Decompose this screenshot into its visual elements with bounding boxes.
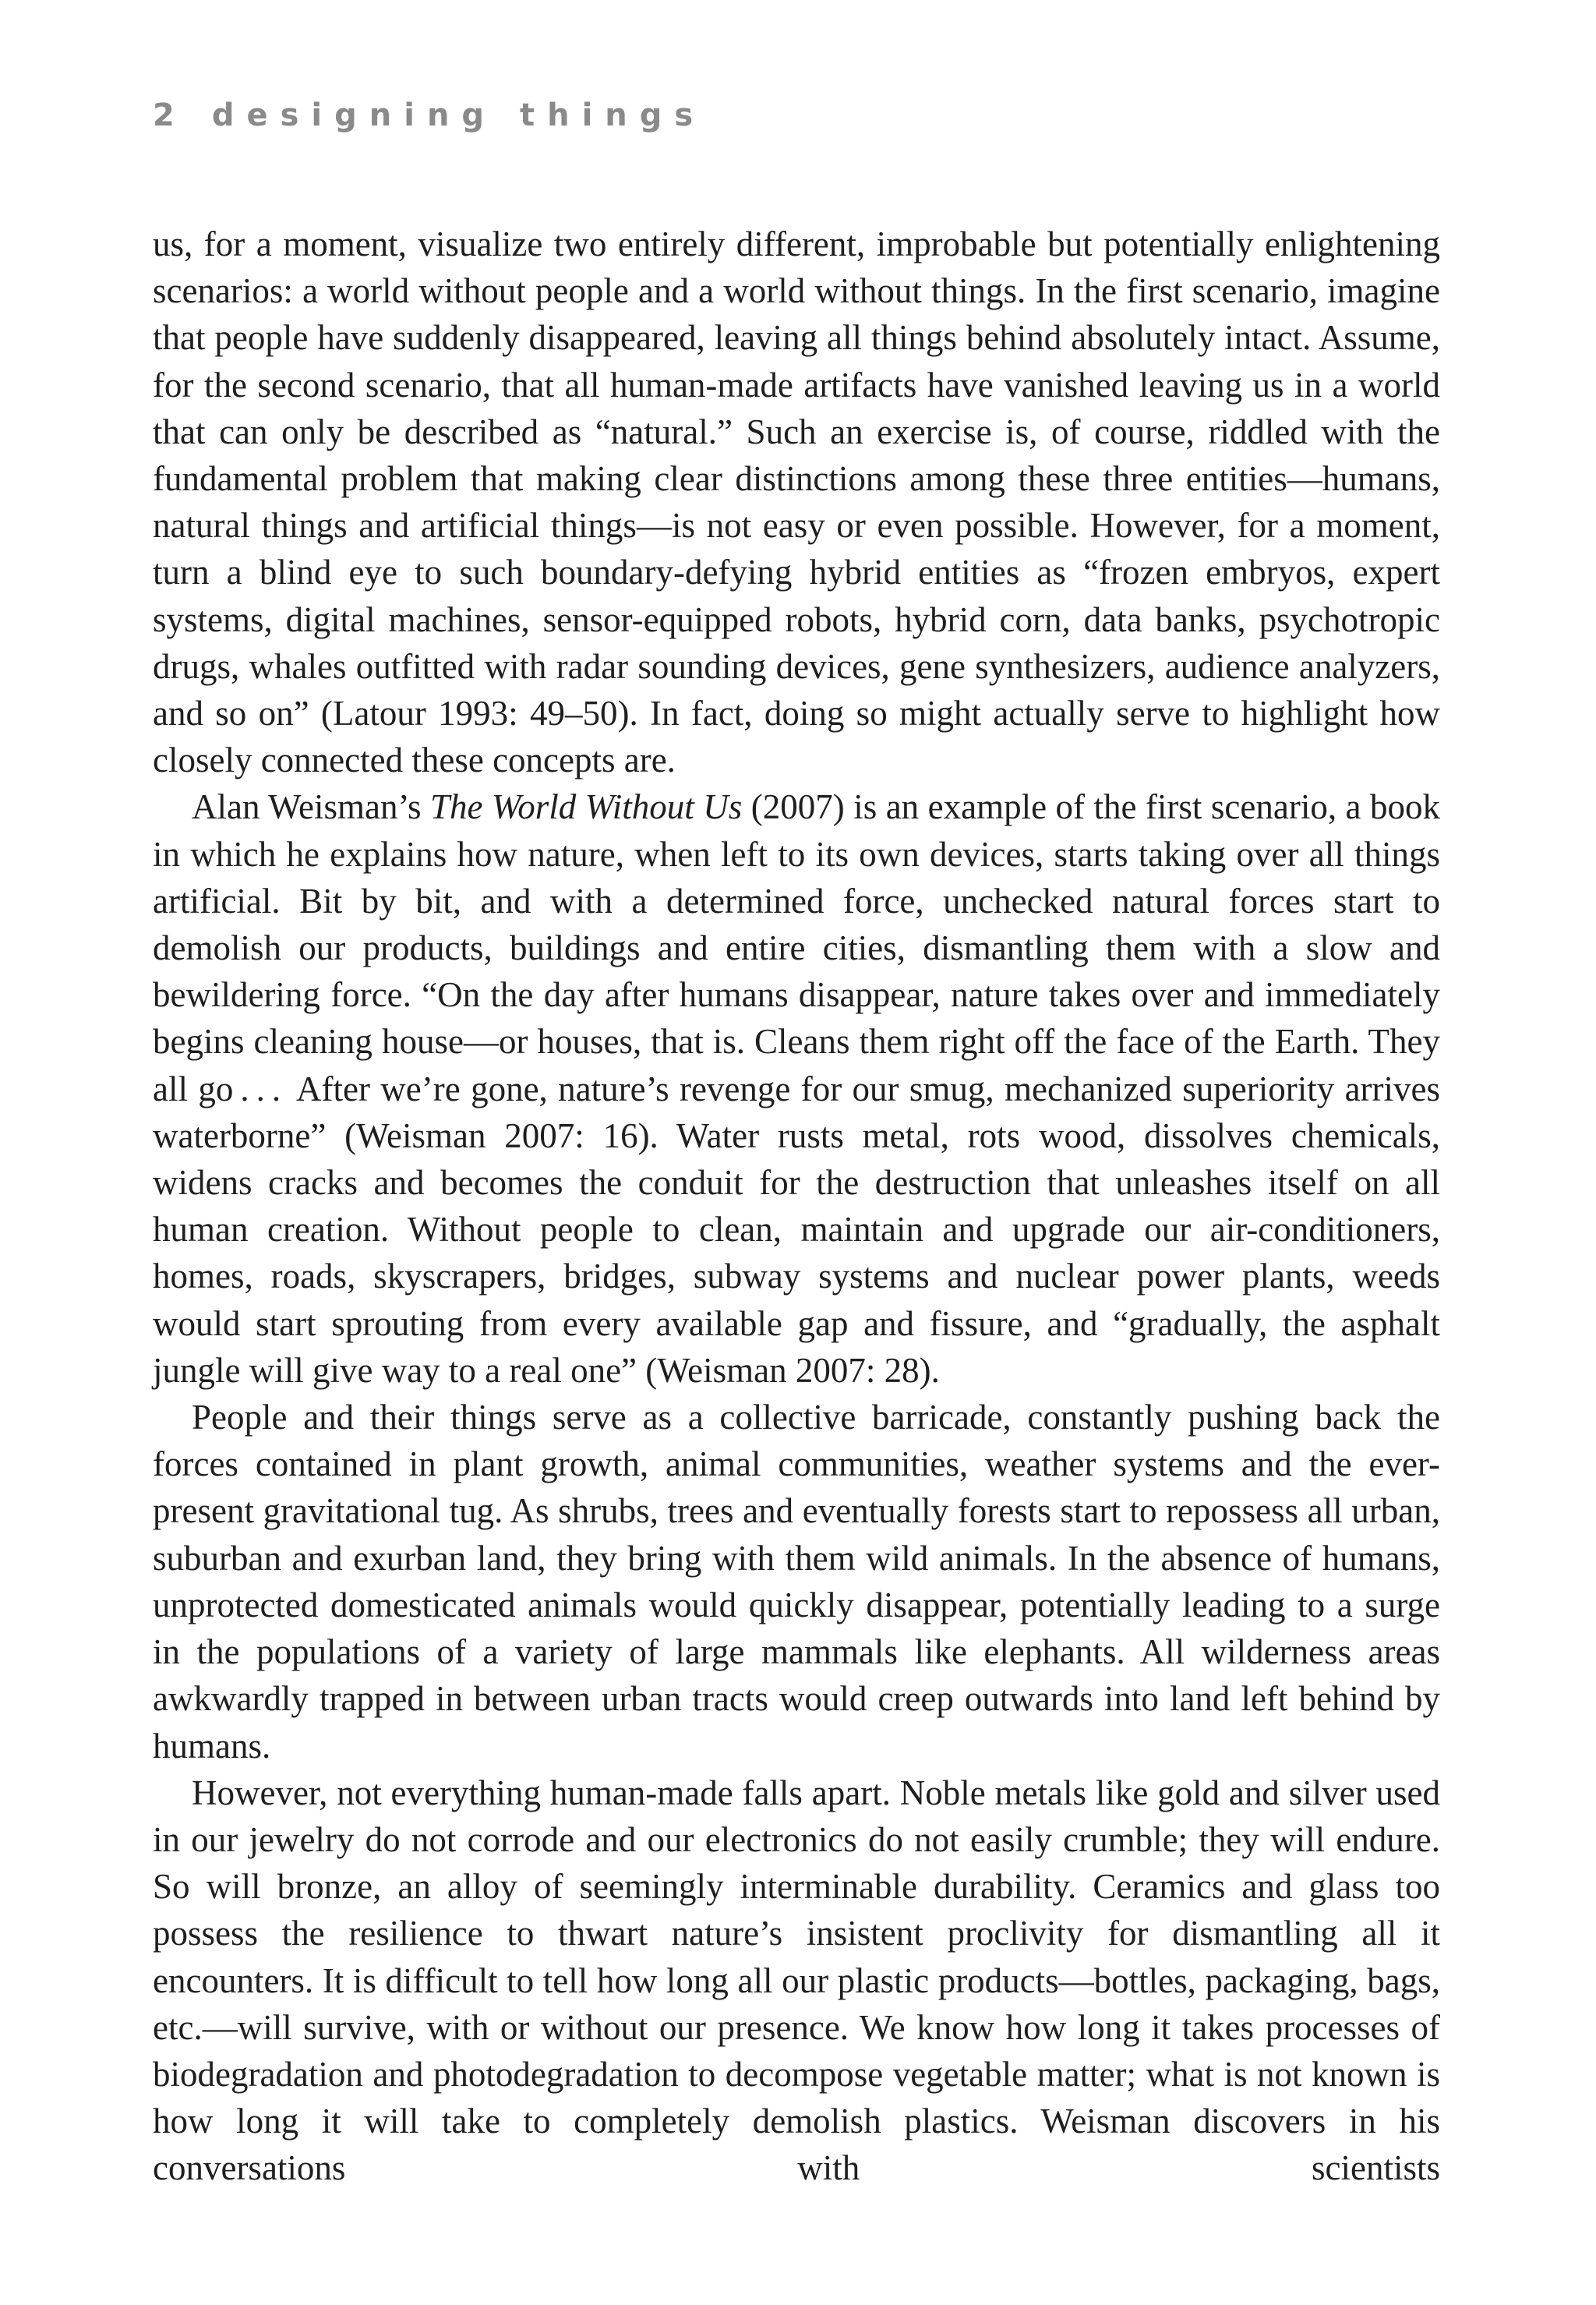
paragraph-2-text-lead: Alan Weisman’s: [192, 787, 430, 827]
paragraph-1: [153, 221, 1440, 783]
running-head: [153, 92, 705, 139]
body-text: [153, 221, 1440, 2192]
paragraph-2: [153, 783, 1440, 1394]
page-number: 2: [153, 97, 175, 133]
paragraph-4: [153, 1769, 1440, 2192]
paragraph-3-text: People and their things serve as a collective barricade, constantly pushing back the forces contained in plant growth, animal communities, weather systems and the ever-present gravitational tug. As shrubs, trees and eventually forests start to repossess all urban, suburban and exurban land, they bring with them wild animals. In the absence of humans, unprotected domesticated animals would quickly disappear, potentially leading to a surge in the populations of a variety of large mammals like elephants. All wilderness areas awkwardly trapped in between urban tracts would creep outwards into land left behind by humans.: [153, 1398, 1440, 1766]
paragraph-3: [153, 1394, 1440, 1769]
running-title: designing things: [211, 97, 706, 133]
book-title-italic: The World Without Us: [429, 787, 743, 827]
paragraph-2-text: (2007) is an example of the first scenario, a book in which he explains how nature, when left to its own devices, starts taking over all things artificial. Bit by bit, and with a determined force, unchecked natural forces start to demolish our products, buildings and entire cities, dismantling them with a slow and bewildering force. “On the day after humans disappear, nature takes over and immediately begins cleaning house—or houses, that is. Cleans them right off the face of the Earth. They all go . . . After we’re gone, nature’s revenge for our smug, mechanized superiority arrives waterborne” (Weisman 2007: 16). Water rusts metal, rots wood, dissolves chemicals, widens cracks and becomes the conduit for the destruction that unleashes itself on all human creation. Without people to clean, maintain and upgrade our air-conditioners, homes, roads, skyscrapers, bridges, subway systems and nuclear power plants, weeds would start sprouting from every available gap and fissure, and “gradually, the asphalt jungle will give way to a real one” (Weisman 2007: 28).: [153, 787, 1440, 1390]
paragraph-4-text: However, not everything human-made falls apart. Noble metals like gold and silver used in our jewelry do not corrode and our electronics do not easily crumble; they will endure. So will bronze, an alloy of seemingly interminable durability. Ceramics and glass too possess the resilience to thwart nature’s insistent proclivity for dismantling all it encounters. It is difficult to tell how long all our plastic products—bottles, packaging, bags, etc.—will survive, with or without our presence. We know how long it takes processes of biodegradation and photodegradation to decompose vegetable matter; what is not known is how long it will take to completely demolish plastics. Weisman discovers in his conversations with scientists: [153, 1773, 1440, 2188]
paragraph-1-text: us, for a moment, visualize two entirely different, improbable but potentially enlightening scenarios: a world without people and a world without things. In the first scenario, imagine that people have suddenly disappeared, leaving all things behind absolutely intact. Assume, for the second scenario, that all human-made artifacts have vanished leaving us in a world that can only be described as “natural.” Such an exercise is, of course, riddled with the fundamental problem that making clear distinctions among these three entities—humans, natural things and artificial things—is not easy or even possible. However, for a moment, turn a blind eye to such boundary-defying hybrid entities as “frozen embryos, expert systems, digital machines, sensor-equipped robots, hybrid corn, data banks, psychotropic drugs, whales outfitted with radar sounding devices, gene synthesizers, audience analyzers, and so on” (Latour 1993: 49–50). In fact, doing so might actually serve to highlight how closely connected these concepts are.: [153, 224, 1440, 780]
